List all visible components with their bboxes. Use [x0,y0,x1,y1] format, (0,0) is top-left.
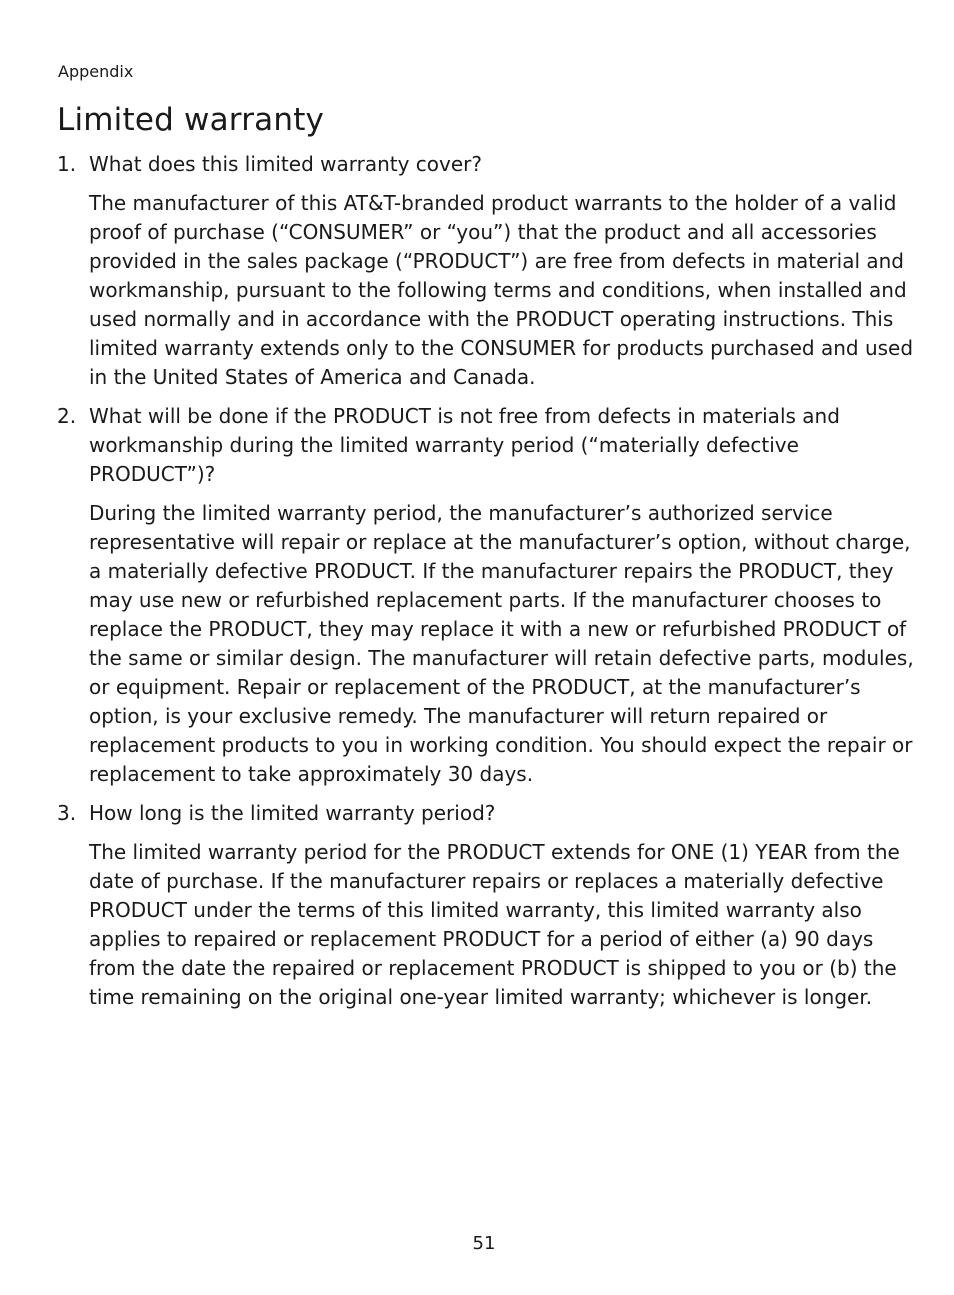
warranty-item-2 [57,402,917,789]
warranty-content [57,150,917,1012]
item-answer: The limited warranty period for the PRODUCT extends for ONE (1) YEAR from the date of purchase. If the manufacturer repairs or replaces a materially defective PRODUCT under the terms of this limited warranty, this limited warranty also applies to repaired or replacement PRODUCT for a period of either (a) 90 days from the date the repaired or replacement PRODUCT is shipped to you or (b) the time remaining on the original one-year limited warranty; whichever is longer. [89,840,900,1009]
item-answer: The manufacturer of this AT&T-branded product warrants to the holder of a valid proof of purchase (“CONSUMER” or “you”) that the product and all accessories provided in the sales package (“PRODUCT”) are free from defects in material and workmanship, pursuant to the following terms and conditions, when installed and used normally and in accordance with the PRODUCT operating instructions. This limited warranty extends only to the CONSUMER for products purchased and used in the United States of America and Canada. [89,191,914,389]
item-number: 2. [57,404,77,428]
item-answer: During the limited warranty period, the manufacturer’s authorized service representative will repair or replace at the manufacturer’s option, without charge, a materially defective PRODUCT. If the manufacturer repairs the PRODUCT, they may use new or refurbished replacement parts. If the manufacturer chooses to replace the PRODUCT, they may replace it with a new or refurbished PRODUCT of the same or similar design. The manufacturer will retain defective parts, modules, or equipment. Repair or replacement of the PRODUCT, at the manufacturer’s option, is your exclusive remedy. The manufacturer will return repaired or replacement products to you in working condition. You should expect the repair or replacement to take approximately 30 days. [89,501,914,786]
warranty-item-3 [57,799,917,1012]
item-question: How long is the limited warranty period? [89,801,496,825]
page-number: 51 [472,1233,496,1254]
warranty-item-1 [57,150,917,392]
item-question: What does this limited warranty cover? [89,152,483,176]
item-number: 1. [57,152,77,176]
section-label: Appendix [58,62,134,81]
item-number: 3. [57,801,77,825]
page-title: Limited warranty [57,102,325,138]
item-question: What will be done if the PRODUCT is not free from defects in materials and workmanship during the limited warranty period (“materially defective PRODUCT”)? [89,404,840,486]
